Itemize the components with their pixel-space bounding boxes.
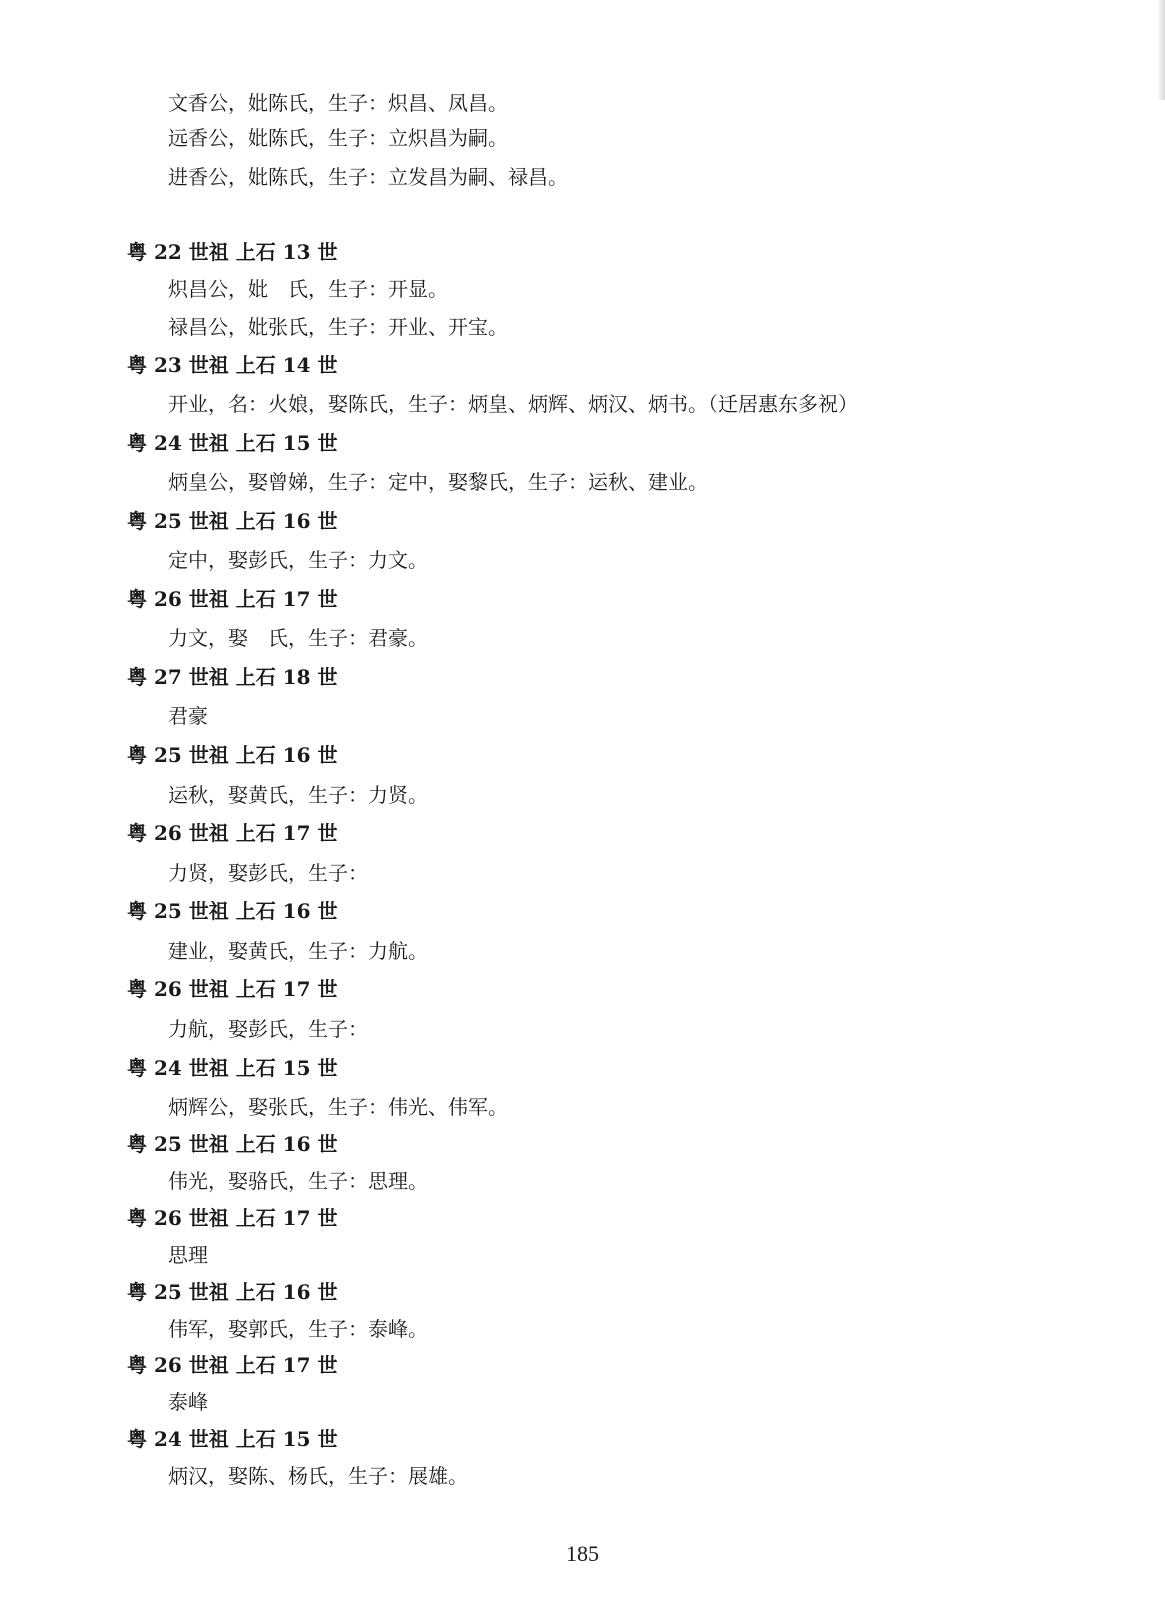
entry-line: 运秋，娶黄氏，生子：力贤。 [168,783,428,807]
entry-line: 定中，娶彭氏，生子：力文。 [168,548,428,572]
entry-line: 炽昌公，妣 氏，生子：开显。 [168,277,448,301]
entry-line: 远香公，妣陈氏，生子：立炽昌为嗣。 [168,126,508,150]
generation-heading: 粤 24 世祖 上石 15 世 [127,1056,338,1080]
entry-line: 伟光，娶骆氏，生子：思理。 [168,1169,428,1193]
entry-line: 建业，娶黄氏，生子：力航。 [168,939,428,963]
entry-line: 文香公，妣陈氏，生子：炽昌、凤昌。 [168,91,508,115]
generation-heading: 粤 24 世祖 上石 15 世 [127,1427,338,1451]
generation-heading: 粤 25 世祖 上石 16 世 [127,1280,338,1304]
entry-line: 进香公，妣陈氏，生子：立发昌为嗣、禄昌。 [168,165,568,189]
entry-line: 炳辉公，娶张氏，生子：伟光、伟军。 [168,1095,508,1119]
entry-line: 思理 [168,1243,208,1267]
generation-heading: 粤 24 世祖 上石 15 世 [127,431,338,455]
entry-line: 禄昌公，妣张氏，生子：开业、开宝。 [168,315,508,339]
generation-heading: 粤 26 世祖 上石 17 世 [127,977,338,1001]
entry-line: 开业，名：火娘，娶陈氏，生子：炳皇、炳辉、炳汉、炳书。（迁居惠东多祝） [168,392,858,416]
generation-heading: 粤 25 世祖 上石 16 世 [127,509,338,533]
entry-line: 力贤，娶彭氏，生子： [168,861,368,885]
generation-heading: 粤 25 世祖 上石 16 世 [127,1132,338,1156]
generation-heading: 粤 27 世祖 上石 18 世 [127,665,338,689]
entry-line: 炳汉，娶陈、杨氏，生子：展雄。 [168,1464,468,1488]
generation-heading: 粤 23 世祖 上石 14 世 [127,353,338,377]
generation-heading: 粤 26 世祖 上石 17 世 [127,587,338,611]
generation-heading: 粤 22 世祖 上石 13 世 [127,240,338,264]
generation-heading: 粤 25 世祖 上石 16 世 [127,899,338,923]
generation-heading: 粤 26 世祖 上石 17 世 [127,1353,338,1377]
entry-line: 君豪 [168,704,208,728]
entry-line: 泰峰 [168,1390,208,1414]
generation-heading: 粤 25 世祖 上石 16 世 [127,743,338,767]
scan-edge-shadow [1157,0,1165,100]
entry-line: 炳皇公，娶曾娣，生子：定中，娶黎氏，生子：运秋、建业。 [168,470,708,494]
entry-line: 伟军，娶郭氏，生子：泰峰。 [168,1317,428,1341]
entry-line: 力文，娶 氏，生子：君豪。 [168,626,428,650]
page-number: 185 [566,1541,599,1566]
generation-heading: 粤 26 世祖 上石 17 世 [127,1206,338,1230]
entry-line: 力航，娶彭氏，生子： [168,1017,368,1041]
generation-heading: 粤 26 世祖 上石 17 世 [127,821,338,845]
